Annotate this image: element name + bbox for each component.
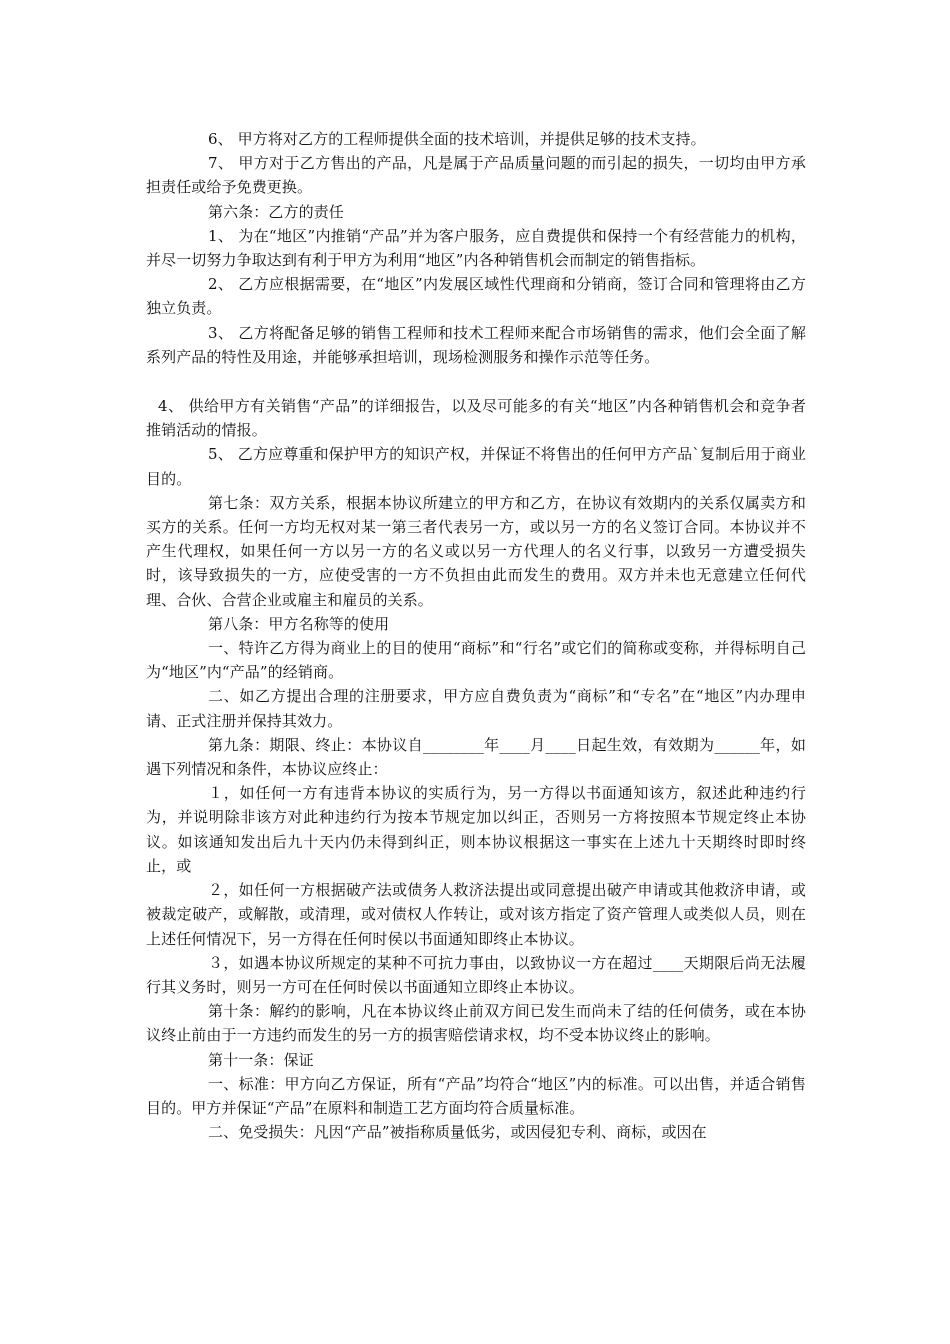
section-heading-article-6: 第六条：乙方的责任	[208, 202, 344, 221]
paragraph-item-1: 1、 为在“地区”内推销“产品”并为客户服务，应自费提供和保持一个有经营能力的机构，并尽一切努力争取达到有利于甲方为利用“地区”内各种销售机会而制定的销售指标。	[146, 226, 806, 270]
paragraph-item-7: 7、 甲方对于乙方售出的产品，凡是属于产品质量问题的而引起的损失，一切均由甲方承担责任或给予免费更换。	[146, 154, 806, 197]
section-article-9: 第九条：期限、终止：本协议自________年____月____日起生效，有效期为______年，如遇下列情况和条件，本协议应终止：	[146, 735, 806, 779]
paragraph-article-8-clause-2: 二、如乙方提出合理的注册要求，甲方应自费负责为“商标”和“专名”在“地区”内办理申请、正式注册并保持其效力。	[146, 687, 806, 730]
paragraph-article-8-clause-1: 一、特许乙方得为商业上的目的使用“商标”和“行名”或它们的简称或变称，并得标明自己为“地区”内“产品”的经销商。	[146, 639, 806, 682]
section-heading-article-8: 第八条：甲方名称等的使用	[208, 614, 390, 633]
paragraph-item-6: 6、 甲方将对乙方的工程师提供全面的技术培训，并提供足够的技术支持。	[208, 130, 706, 148]
paragraph-item-2: 2、 乙方应根据需要，在“地区”内发展区域性代理商和分销商，签订合同和管理将由乙方独立负责。	[146, 275, 806, 318]
paragraph-item-4: 4、 供给甲方有关销售“产品”的详细报告，以及尽可能多的有关“地区”内各种销售机会和竞争者推销活动的情报。	[146, 397, 806, 440]
paragraph-item-3: 3、 乙方将配备足够的销售工程师和技术工程师来配合市场销售的需求，他们会全面了解系列产品的特性及用途，并能够承担培训，现场检测服务和操作示范等任务。	[146, 323, 806, 366]
section-heading-article-11: 第十一条：保证	[208, 1050, 314, 1069]
section-article-7: 第七条：双方关系，根据本协议所建立的甲方和乙方，在协议有效期内的关系仅属卖方和买方的关系。任何一方均无权对某一第三者代表另一方，或以另一方的名义签订合同。本协议并不产生代理权，如果任何一方以另一方的名义或以另一方代理人的名义行事，以致另一方遭受损失时，该导致损失的一方，应使受害的一方不负担由此而发生的费用。双方并未也无意建立任何代理、合伙、合营企业或雇主和雇员的关系。	[146, 493, 806, 609]
paragraph-article-9-item-1: １，如任何一方有违背本协议的实质行为，另一方得以书面通知该方，叙述此种违约行为，并说明除非该方对此种违约行为按本节规定加以纠正，否则另一方将按照本节规定终止本协议。如该通知发出后九十天内仍未得到纠正，则本协议根据这一事实在上述九十天期终时即时终止，或	[146, 784, 806, 875]
section-article-10: 第十条：解约的影响，凡在本协议终止前双方间已发生而尚未了结的任何债务，或在本协议终止前由于一方违约而发生的另一方的损害赔偿请求权，均不受本协议终止的影响。	[146, 1002, 806, 1045]
paragraph-item-5: 5、 乙方应尊重和保护甲方的知识产权，并保证不将售出的任何甲方产品`复制后用于商业目的。	[146, 445, 806, 488]
paragraph-article-9-item-2: ２，如任何一方根据破产法或债务人救济法提出或同意提出破产申请或其他救济申请，或被裁定破产，或解散，或清理，或对债权人作转让，或对该方指定了资产管理人或类似人员，则在上述任何情况下，另一方得在任何时侯以书面通知即终止本协议。	[146, 881, 806, 948]
document-page	[146, 127, 806, 1144]
paragraph-article-11-clause-2: 二、免受损失：凡因“产品”被指称质量低劣，或因侵犯专利、商标，或因在	[208, 1123, 707, 1142]
paragraph-article-11-clause-1: 一、标准：甲方向乙方保证，所有“产品”均符合“地区”内的标准。可以出售，并适合销售目的。甲方并保证“产品”在原料和制造工艺方面均符合质量标准。	[146, 1074, 806, 1117]
paragraph-article-9-item-3: ３，如遇本协议所规定的某种不可抗力事由，以致协议一方在超过____天期限后尚无法履行其义务时，则另一方可在任何时侯以书面通知立即终止本协议。	[146, 953, 806, 996]
